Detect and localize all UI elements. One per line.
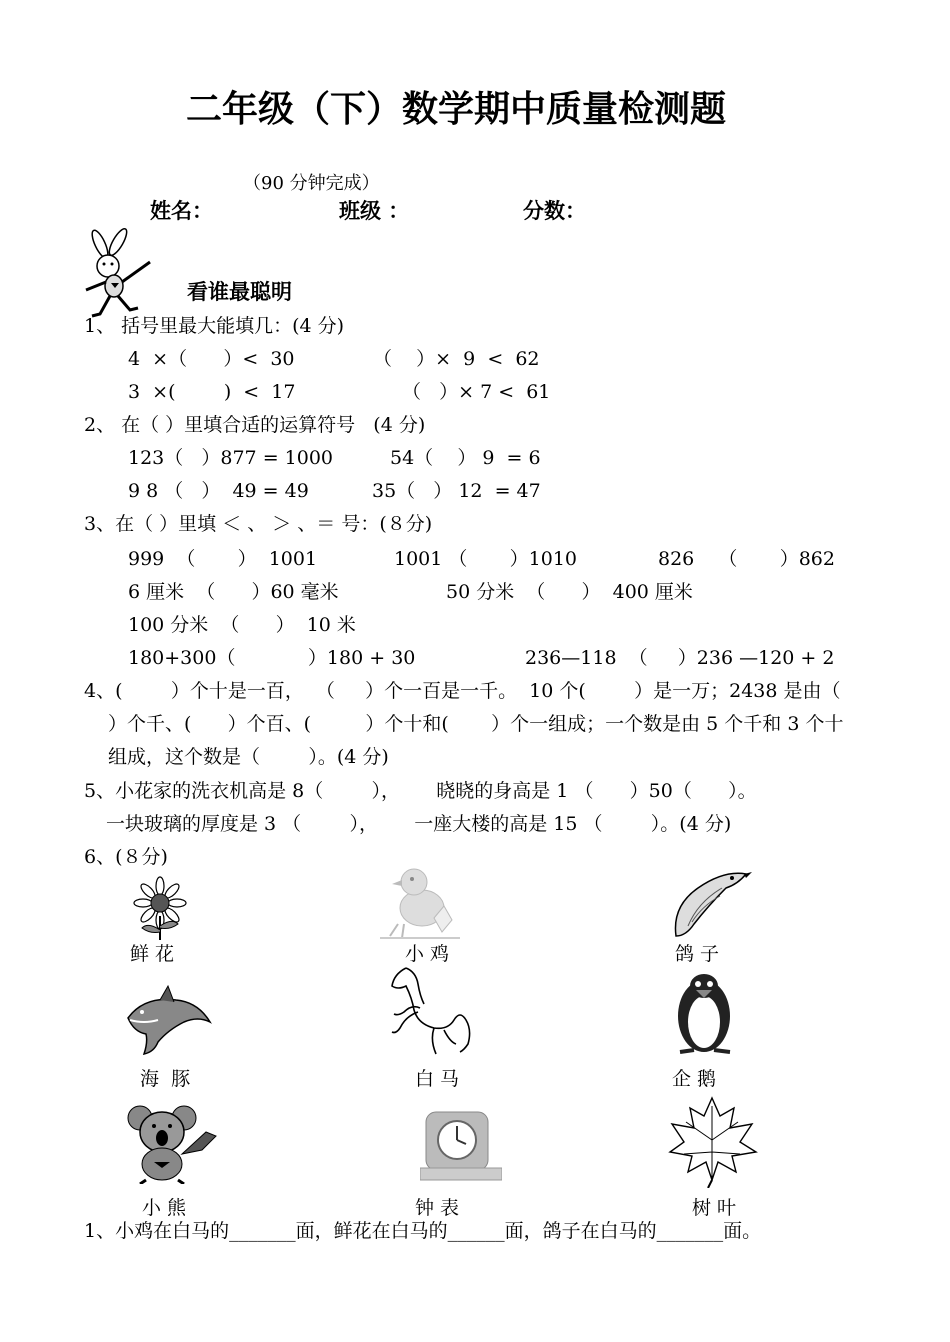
q5-line: 5、小花家的洗衣机高是 8（ ）， 晓晓的身高是 1 （ ）50（ ）。 bbox=[84, 780, 757, 802]
q3-item: 999 （ ） 1001 bbox=[128, 548, 318, 570]
q1-item: 3 ×( ) < 17 bbox=[128, 381, 296, 403]
q4-line: 4、( ）个十是一百， （ ）个一百是一千。 10 个( ）是一万；2438 是由（ bbox=[84, 680, 841, 702]
picture-label: 鲜 花 bbox=[130, 943, 175, 965]
q1-item: （ ）× 7 < 61 bbox=[402, 381, 551, 403]
picture-label: 小 鸡 bbox=[405, 943, 450, 965]
section-title: 看谁最聪明 bbox=[187, 280, 292, 304]
leaf-icon bbox=[668, 1096, 758, 1188]
koala-icon bbox=[126, 1102, 218, 1184]
q3-item: 826 （ ）862 bbox=[658, 548, 835, 570]
picture-label: 白 马 bbox=[415, 1068, 460, 1090]
q3-heading: 3、在（ ）里填 ＜ 、 ＞ 、＝ 号：(８分) bbox=[84, 513, 433, 535]
q2-item: 123（ ）877 = 1000 bbox=[128, 447, 334, 469]
q3-item: 6 厘米 （ ）60 毫米 bbox=[128, 581, 339, 603]
chick-icon bbox=[380, 862, 460, 940]
q2-heading: 2、 在（ ）里填合适的运算符号 (4 分) bbox=[84, 414, 426, 436]
q3-item: 50 分米 （ ） 400 厘米 bbox=[446, 581, 693, 603]
q3-item: 100 分米 （ ） 10 米 bbox=[128, 614, 356, 636]
q3-item: 236—118 （ ）236 —120 + 2 bbox=[525, 647, 835, 669]
q6-heading: 6、(８分) bbox=[84, 846, 168, 868]
penguin-icon bbox=[664, 966, 746, 1056]
q4-line: ）个千、( ）个百、( ）个十和( ）个一组成；一个数是由 5 个千和 3 个十 bbox=[108, 713, 844, 735]
pigeon-icon bbox=[668, 866, 752, 940]
class-field-label: 班级 ： bbox=[339, 199, 410, 223]
score-field-label: 分数： bbox=[523, 199, 586, 223]
picture-label: 小 熊 bbox=[142, 1197, 187, 1219]
q2-item: 35（ ） 12 = 47 bbox=[372, 480, 541, 502]
q1-item: （ ）× 9 < 62 bbox=[373, 348, 540, 370]
picture-label: 树 叶 bbox=[692, 1197, 737, 1219]
q3-item: 1001 （ ）1010 bbox=[394, 548, 578, 570]
picture-label: 钟 表 bbox=[415, 1197, 460, 1219]
page-title: 二年级（下）数学期中质量检测题 bbox=[186, 89, 727, 130]
q1-item: 4 ×（ ）< 30 bbox=[128, 348, 295, 370]
q2-item: 54（ ） 9 = 6 bbox=[390, 447, 541, 469]
dolphin-icon bbox=[124, 982, 214, 1058]
q1-heading: 1、 括号里最大能填几：(4 分) bbox=[84, 315, 345, 337]
q5-line: 一块玻璃的厚度是 3 （ ）， 一座大楼的高是 15 （ ）。(4 分) bbox=[106, 813, 732, 835]
picture-label: 鸽 子 bbox=[675, 943, 720, 965]
horse-icon bbox=[384, 964, 480, 1058]
q3-item: 180+300（ ）180 + 30 bbox=[128, 647, 416, 669]
picture-label: 海 豚 bbox=[140, 1068, 191, 1090]
sunflower-icon bbox=[128, 876, 192, 940]
duration-note: （90 分钟完成） bbox=[243, 173, 380, 194]
rabbit-icon bbox=[78, 228, 160, 320]
q6-subquestion: 1、小鸡在白马的_______面，鲜花在白马的______面，鸽子在白马的_______面。 bbox=[84, 1220, 762, 1242]
name-field-label: 姓名： bbox=[150, 199, 213, 223]
picture-label: 企 鹅 bbox=[672, 1068, 717, 1090]
q2-item: 9 8 （ ） 49 = 49 bbox=[128, 480, 309, 502]
q4-line: 组成，这个数是（ ）。(4 分) bbox=[108, 746, 389, 768]
clock-icon bbox=[420, 1108, 502, 1182]
